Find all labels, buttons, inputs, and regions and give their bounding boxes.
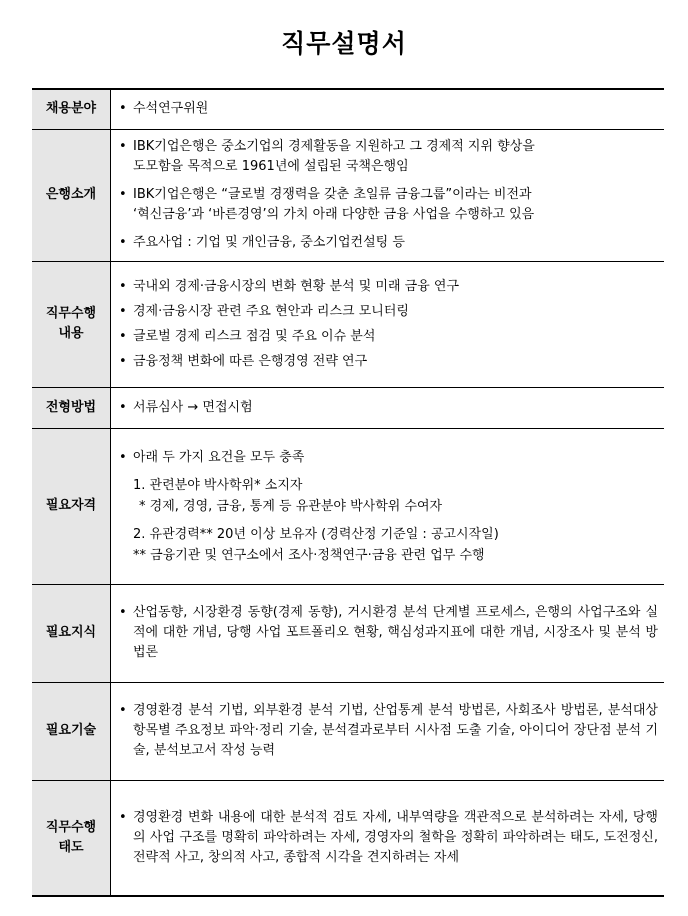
bullet-item: • IBK기업은행은 “글로벌 경쟁력을 갖춘 초일류 금융그룹”이라는 비전과 ‘혁신금융’과 ‘바른경영’의 가치 아래 다양한 금융 사업을 수행하고 있음 xyxy=(119,185,658,225)
bullet-item: • 아래 두 가지 요건을 모두 충족 xyxy=(119,448,658,468)
row-content xyxy=(111,584,665,682)
bullet-icon: • xyxy=(119,303,127,319)
bullet-icon: • xyxy=(119,101,127,117)
page-title: 직무설명서 xyxy=(281,29,407,58)
row-label: 은행소개 xyxy=(32,129,111,261)
row-content xyxy=(111,780,665,896)
bullet-icon: • xyxy=(119,235,127,250)
row-label: 전형방법 xyxy=(32,387,111,428)
row-label: 채용분야 xyxy=(32,89,111,129)
bullet-item: • 경영환경 변화 내용에 대한 분석적 검토 자세, 내부역량을 객관적으로 분석하려는 자세, 당행의 사업 구조를 명확히 파악하려는 자세, 경영자의 철학을 정확히 파악하려는 태도, 도전정신, 전략적 사고, 창의적 사고, 종합적 시각을 견지하려는 자세 xyxy=(119,808,658,868)
bullet-icon: • xyxy=(119,449,127,465)
row-skill xyxy=(32,682,664,780)
row-content xyxy=(111,261,665,387)
bullet-icon: • xyxy=(119,605,127,620)
row-content xyxy=(111,129,665,261)
bullet-item: • 글로벌 경제 리스크 점검 및 주요 이슈 분석 xyxy=(119,327,658,347)
row-content xyxy=(111,89,665,129)
row-qualification xyxy=(32,428,664,584)
bullet-item: • IBK기업은행은 중소기업의 경제활동을 지원하고 그 경제적 지위 향상을 도모함을 목적으로 1961년에 설립된 국책은행임 xyxy=(119,137,658,177)
bullet-item: • 수석연구위원 xyxy=(119,99,658,119)
row-content xyxy=(111,682,665,780)
row-attitude xyxy=(32,780,664,896)
row-content xyxy=(111,428,665,584)
row-selection xyxy=(32,387,664,428)
row-label: 직무수행 태도 xyxy=(32,780,111,896)
row-duty xyxy=(32,261,664,387)
row-label: 필요지식 xyxy=(32,584,111,682)
job-description-table xyxy=(32,88,664,897)
row-label: 필요기술 xyxy=(32,682,111,780)
bullet-item: • 경제·금융시장 관련 주요 현안과 리스크 모니터링 xyxy=(119,302,658,322)
bullet-icon: • xyxy=(119,353,127,369)
bullet-icon: • xyxy=(119,328,127,344)
bullet-item: • 산업동향, 시장환경 동향(경제 동향), 거시환경 분석 단계별 프로세스, 은행의 사업구조와 실적에 대한 개념, 당행 사업 포트폴리오 현황, 핵심성과지표에 대한 개념, 시장조사 및 분석 방법론 xyxy=(119,603,658,663)
requirement-2: 2. 유관경력** 20년 이상 보유자 (경력산정 기준일 : 공고시작일) xyxy=(133,526,499,542)
bullet-item: • 경영환경 분석 기법, 외부환경 분석 기법, 산업통계 분석 방법론, 사회조사 방법론, 분석대상 항목별 주요정보 파악·정리 기술, 분석결과로부터 시사점 도출 기술, 아이디어 장단점 분석 기술, 분석보고서 작성 능력 xyxy=(119,701,658,761)
row-label: 필요자격 xyxy=(32,428,111,584)
bullet-icon: • xyxy=(119,399,127,415)
bullet-icon: • xyxy=(119,809,127,825)
requirement-1-note: * 경제, 경영, 금융, 통계 등 유관분야 박사학위 수여자 xyxy=(139,498,443,514)
bullet-icon: • xyxy=(119,187,127,202)
bullet-icon: • xyxy=(119,703,127,718)
bullet-icon: • xyxy=(119,139,127,154)
bullet-item: • 금융정책 변화에 따른 은행경영 전략 연구 xyxy=(119,352,658,372)
requirement-2-note: ** 금융기관 및 연구소에서 조사·정책연구·금융 관련 업무 수행 xyxy=(133,547,485,563)
row-bank xyxy=(32,129,664,261)
bullet-item: • 주요사업 : 기업 및 개인금융, 중소기업컨설팅 등 xyxy=(119,233,658,253)
row-label: 직무수행 내용 xyxy=(32,261,111,387)
bullet-item: • 국내외 경제·금융시장의 변화 현황 분석 및 미래 금융 연구 xyxy=(119,277,658,297)
requirement-1: 1. 관련분야 박사학위* 소지자 xyxy=(133,477,303,493)
row-content xyxy=(111,387,665,428)
row-field xyxy=(32,89,664,129)
row-knowledge xyxy=(32,584,664,682)
bullet-icon: • xyxy=(119,278,127,294)
bullet-item: • 서류심사 → 면접시험 xyxy=(119,398,658,418)
